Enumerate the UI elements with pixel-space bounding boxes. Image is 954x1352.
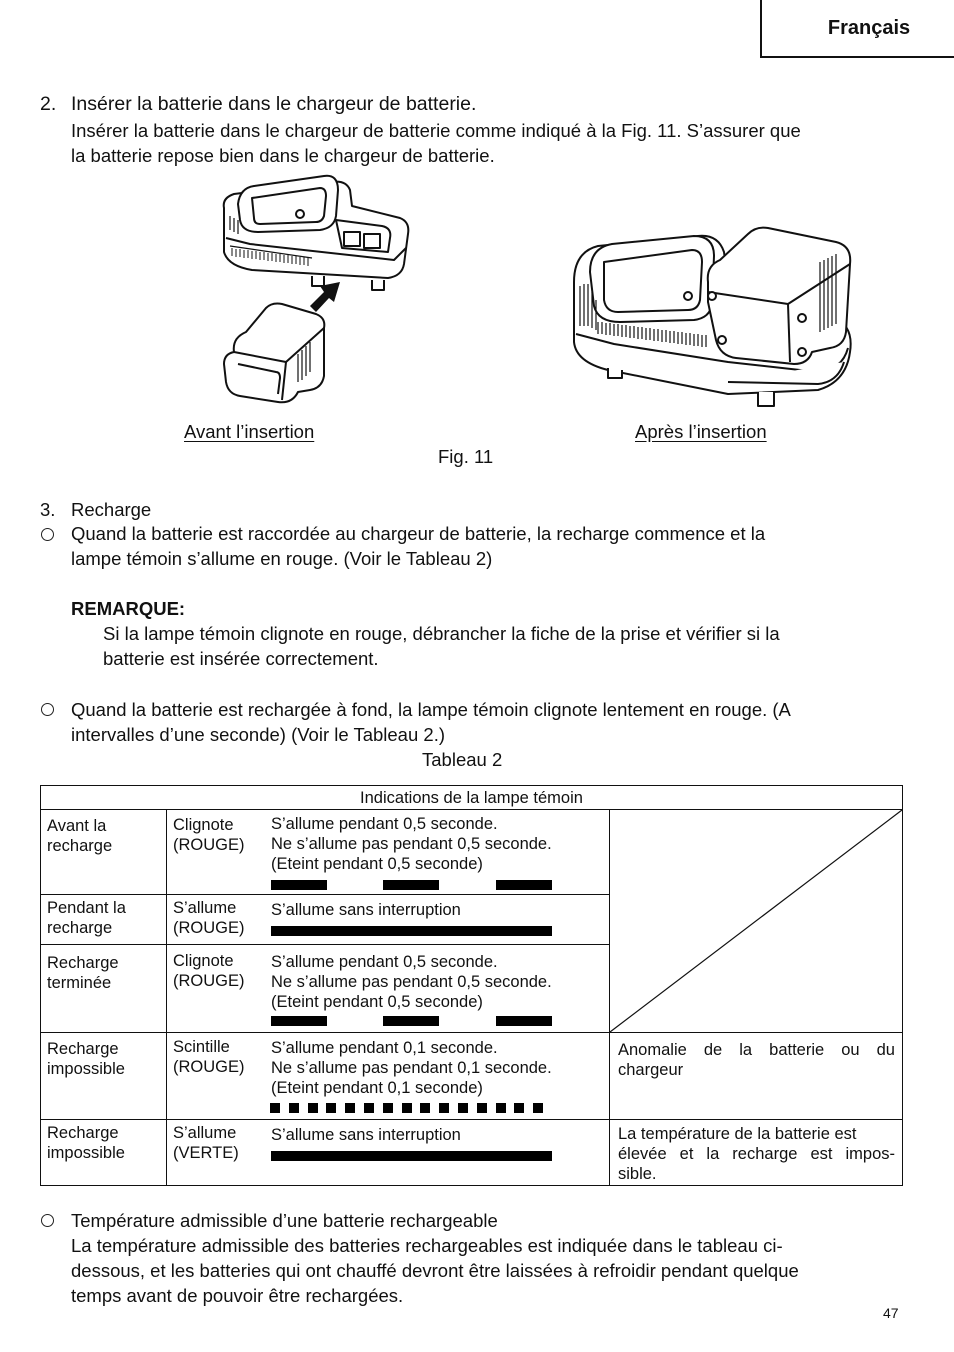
- language-tab: [760, 0, 954, 58]
- lamp-steady-bar: [271, 926, 552, 936]
- table-row-state: Recharge terminée: [47, 954, 119, 992]
- section-2-body-line2: la batterie repose bien dans le chargeur de batterie.: [71, 145, 495, 166]
- table-title: Tableau 2: [422, 749, 503, 770]
- page-number: 47: [883, 1305, 899, 1321]
- lamp-flicker-segment: [345, 1103, 355, 1113]
- section-2-body-line1: Insérer la batterie dans le chargeur de batterie comme indiqué à la Fig. 11. S’assurer que: [71, 120, 801, 141]
- bullet-circle-icon: [41, 1214, 54, 1227]
- table-row-state: Recharge impossible: [47, 1040, 125, 1078]
- temperature-body-line1: La température admissible des batteries rechargeables est indiquée dans le tableau ci-: [71, 1235, 783, 1256]
- lamp-on-segment: [383, 880, 439, 890]
- section-3-bullet2-line1: Quand la batterie est rechargée à fond, la lampe témoin clignote lentement en rouge. (A: [71, 699, 791, 720]
- lamp-flicker-segment: [402, 1103, 412, 1113]
- lamp-flicker-segment: [420, 1103, 430, 1113]
- section-3-bullet1-line2: lampe témoin s’allume en rouge. (Voir le Tableau 2): [71, 548, 493, 569]
- table-header: Indications de la lampe témoin: [360, 789, 583, 807]
- charger-after-insertion-illustration: [568, 222, 858, 417]
- table-row-description: S’allume sans interruption: [271, 901, 461, 919]
- figure-after-label: Après l’insertion: [635, 421, 767, 442]
- language-label: Français: [827, 16, 911, 39]
- lamp-on-segment: [496, 1016, 552, 1026]
- lamp-on-segment: [271, 1016, 327, 1026]
- lamp-flicker-segment: [533, 1103, 543, 1113]
- lamp-flicker-segment: [270, 1103, 280, 1113]
- table-row-mode: Clignote (ROUGE): [173, 816, 245, 854]
- lamp-flicker-segment: [364, 1103, 374, 1113]
- lamp-on-segment: [383, 1016, 439, 1026]
- section-3-number: 3.: [40, 499, 56, 520]
- table-row-divider: [40, 1119, 903, 1120]
- table-row-note: Anomalie de la batterie ou du chargeur: [618, 1041, 895, 1079]
- temperature-title: Température admissible d’une batterie rechargeable: [71, 1210, 498, 1231]
- table-row-mode: S’allume (ROUGE): [173, 899, 245, 937]
- temperature-body-line3: temps avant de pouvoir être rechargées.: [71, 1285, 404, 1306]
- lamp-flicker-pattern: [270, 1103, 554, 1113]
- note-label: REMARQUE:: [71, 598, 186, 619]
- table-row-mode: Clignote (ROUGE): [173, 952, 245, 990]
- lamp-flicker-segment: [496, 1103, 506, 1113]
- lamp-flicker-segment: [308, 1103, 318, 1113]
- table-row-mode: Scintille (ROUGE): [173, 1038, 245, 1076]
- table-column-divider: [166, 809, 167, 1185]
- section-2-title: Insérer la batterie dans le chargeur de batterie.: [71, 93, 477, 115]
- table-row-mode: S’allume (VERTE): [173, 1124, 239, 1162]
- note-line1: Si la lampe témoin clignote en rouge, débrancher la fiche de la prise et vérifier si la: [103, 623, 780, 644]
- bullet-circle-icon: [41, 528, 54, 541]
- table-row-divider: [40, 944, 610, 945]
- section-3-bullet2-line2: intervalles d’une seconde) (Voir le Tableau 2.): [71, 724, 445, 745]
- lamp-flicker-segment: [289, 1103, 299, 1113]
- empty-cell-diagonal: [609, 809, 903, 1033]
- lamp-steady-bar: [271, 1151, 552, 1161]
- section-2-number: 2.: [40, 93, 57, 115]
- figure-caption: Fig. 11: [438, 446, 494, 467]
- lamp-on-segment: [271, 880, 327, 890]
- section-3-title: Recharge: [71, 499, 152, 520]
- table-row-description: S’allume pendant 0,5 seconde. Ne s’allume pas pendant 0,5 seconde. (Eteint pendant 0,5 seconde): [271, 815, 552, 873]
- table-row-description: S’allume sans interruption: [271, 1126, 461, 1144]
- charger-before-insertion-illustration: [212, 168, 422, 418]
- table-row-description: S’allume pendant 0,5 seconde. Ne s’allume pas pendant 0,5 seconde. (Eteint pendant 0,5 seconde): [271, 953, 552, 1011]
- lamp-flicker-segment: [326, 1103, 336, 1113]
- figure-before-label: Avant l’insertion: [184, 421, 315, 442]
- temperature-body-line2: dessous, et les batteries qui ont chauffé devront être laissées à refroidir pendant quelque: [71, 1260, 799, 1281]
- table-row-state: Recharge impossible: [47, 1124, 125, 1162]
- lamp-flicker-segment: [383, 1103, 393, 1113]
- section-3-bullet1-line1: Quand la batterie est raccordée au chargeur de batterie, la recharge commence et la: [71, 523, 766, 544]
- table-row-divider: [40, 894, 610, 895]
- table-row-state: Pendant la recharge: [47, 899, 126, 937]
- lamp-flicker-segment: [458, 1103, 468, 1113]
- lamp-flicker-segment: [439, 1103, 449, 1113]
- bullet-circle-icon: [41, 703, 54, 716]
- lamp-flicker-segment: [514, 1103, 524, 1113]
- table-row-state: Avant la recharge: [47, 817, 113, 855]
- table-row-description: S’allume pendant 0,1 seconde. Ne s’allume pas pendant 0,1 seconde. (Eteint pendant 0,1 seconde): [271, 1039, 552, 1097]
- table-row-note: La température de la batterie est élevée et la recharge est impos- sible.: [618, 1125, 895, 1183]
- lamp-flicker-segment: [477, 1103, 487, 1113]
- lamp-on-segment: [496, 880, 552, 890]
- note-line2: batterie est insérée correctement.: [103, 648, 379, 669]
